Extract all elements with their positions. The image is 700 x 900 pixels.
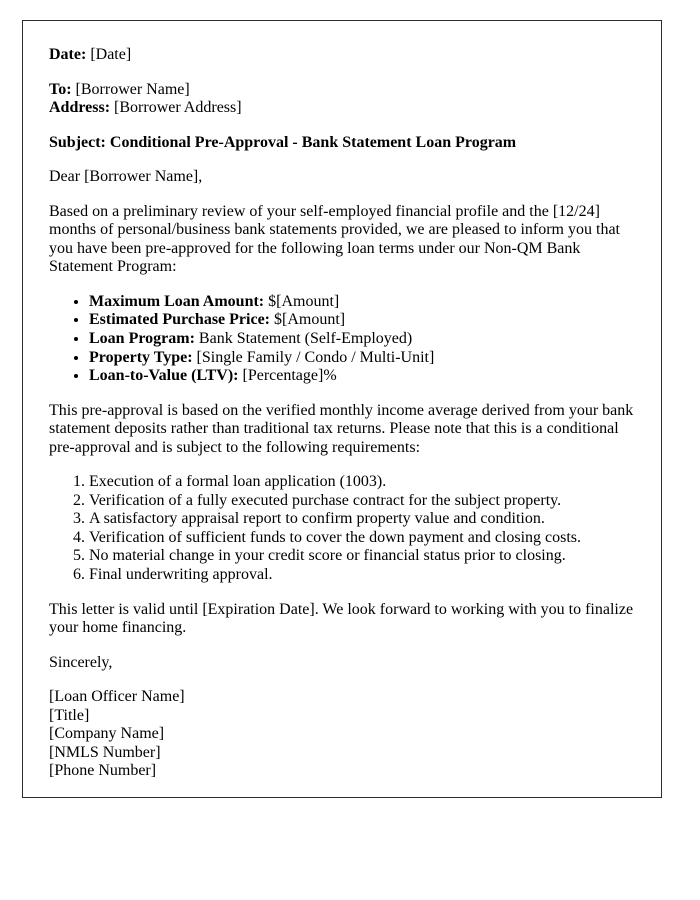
to-label: To: [49, 80, 72, 98]
closing: Sincerely, [49, 653, 113, 671]
to-value: [Borrower Name] [75, 80, 190, 98]
letter-document [22, 20, 662, 798]
date-label: Date: [49, 46, 87, 63]
loan-term-item [89, 311, 635, 330]
loan-term-item [89, 349, 635, 368]
address-value: [Borrower Address] [114, 99, 242, 117]
requirement-item: 1. Execution of a formal loan application (1003). [89, 473, 635, 492]
conditions-paragraph: This pre-approval is based on the verified monthly income average derived from your bank statement deposits rather than traditional tax returns. Please note that this is a conditional pre-approval and is subject to the following requirements: [49, 401, 634, 456]
signature-line: [Company Name] [49, 725, 165, 743]
date-line [49, 46, 635, 65]
signature-line: [Phone Number] [49, 762, 157, 780]
requirement-item: 2. Verification of a fully executed purchase contract for the subject property. [89, 492, 635, 511]
requirement-item: 5. No material change in your credit score or financial status prior to closing. [89, 547, 635, 566]
term-label: Loan Program: [89, 330, 195, 348]
requirement-item: 3. A satisfactory appraisal report to confirm property value and condition. [89, 510, 635, 529]
term-value: $[Amount] [268, 292, 340, 310]
term-value: $[Amount] [274, 311, 346, 329]
loan-term-item [89, 293, 635, 312]
signature-line: [Loan Officer Name] [49, 688, 185, 706]
subject-line: Subject: Conditional Pre-Approval - Bank Statement Loan Program [49, 133, 517, 151]
loan-term-item [89, 330, 635, 349]
intro-paragraph: Based on a preliminary review of your self-employed financial profile and the [12/24] months of personal/business bank statements provided, we are pleased to inform you that you have been pre-approved for the following loan terms under our Non-QM Bank Statement Program: [49, 202, 620, 276]
recipient-block [49, 81, 635, 118]
term-value: [Percentage]% [242, 367, 337, 385]
date-value: [Date] [90, 46, 132, 63]
validity-paragraph: This letter is valid until [Expiration Date]. We look forward to working with you to finalize your home financing. [49, 600, 634, 637]
requirements-list [49, 473, 635, 584]
address-label: Address: [49, 99, 111, 117]
term-value: [Single Family / Condo / Multi-Unit] [196, 348, 435, 366]
requirement-item: 4. Verification of sufficient funds to cover the down payment and closing costs. [89, 529, 635, 548]
term-label: Property Type: [89, 348, 193, 366]
term-label: Maximum Loan Amount: [89, 292, 265, 310]
signature-line: [NMLS Number] [49, 743, 161, 761]
salutation: Dear [Borrower Name], [49, 168, 203, 186]
signature-line: [Title] [49, 706, 90, 724]
term-value: Bank Statement (Self-Employed) [198, 330, 413, 348]
loan-terms-list [49, 293, 635, 386]
term-label: Estimated Purchase Price: [89, 311, 270, 329]
loan-term-item [89, 367, 635, 386]
requirement-item: 6. Final underwriting approval. [89, 566, 635, 585]
term-label: Loan-to-Value (LTV): [89, 367, 239, 385]
signature-block [49, 688, 635, 781]
